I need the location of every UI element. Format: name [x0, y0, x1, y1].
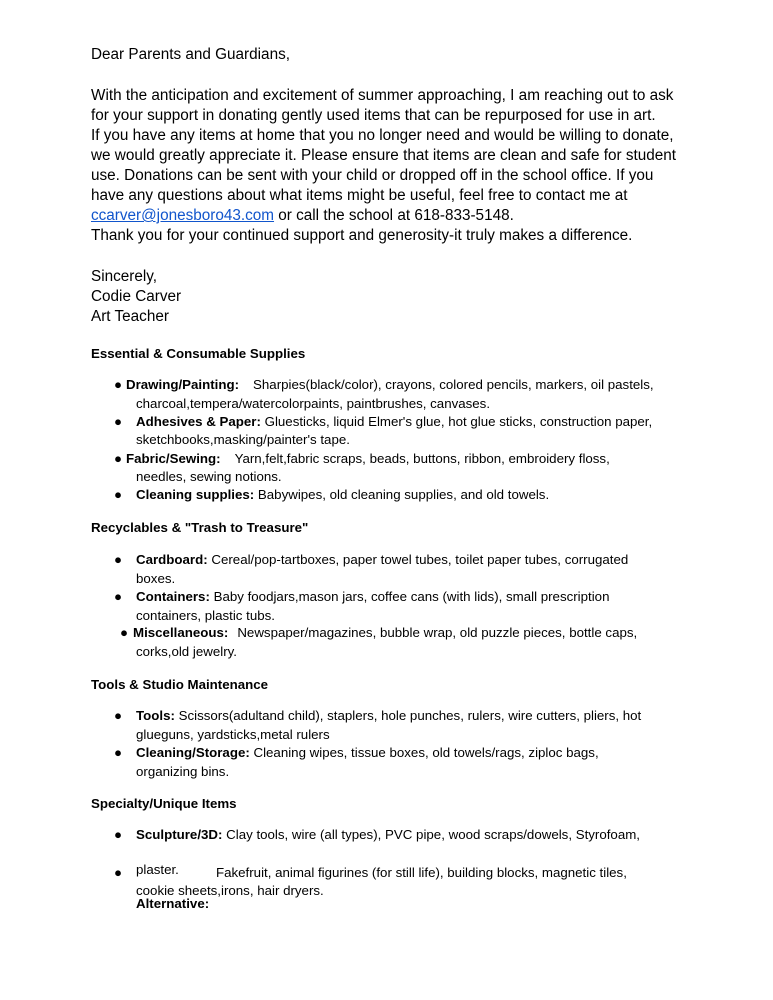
item-continuation: containers, plastic tubs.	[136, 608, 275, 623]
item-text: Gluesticks, liquid Elmer's glue, hot glue sticks, construction paper,	[264, 414, 653, 429]
item-plaster: plaster.	[136, 862, 179, 877]
bullet: ●	[120, 625, 129, 640]
signature-name: Codie Carver	[91, 288, 182, 305]
item-label: Containers:	[136, 589, 210, 604]
item-label: Sculpture/3D:	[136, 827, 223, 842]
letter-line-3: If you have any items at home that you no longer need and would be willing to donate,	[91, 127, 674, 144]
item-text: Fakefruit, animal figurines (for still life), building blocks, magnetic tiles,	[216, 865, 627, 880]
item-label: Tools:	[136, 708, 175, 723]
item-label: Fabric/Sewing:	[126, 451, 221, 466]
item-label: Miscellaneous:	[133, 625, 229, 640]
greeting: Dear Parents and Guardians,	[91, 46, 290, 63]
item-text: Sharpies(black/color), crayons, colored pencils, markers, oil pastels,	[253, 377, 654, 392]
item-continuation: needles, sewing notions.	[136, 469, 282, 484]
item-label: Adhesives & Paper:	[136, 414, 261, 429]
bullet: ●	[114, 451, 123, 466]
letter-line-6: have any questions about what items might be useful, feel free to contact me at	[91, 187, 628, 204]
bullet: ●	[114, 487, 123, 502]
item-label: Cleaning supplies:	[136, 487, 255, 502]
bullet: ●	[114, 708, 123, 723]
item-continuation: glueguns, yardsticks,metal rulers	[136, 727, 330, 742]
item-text: Baby foodjars,mason jars, coffee cans (with lids), small prescription	[213, 589, 610, 604]
item-text: Scissors(adultand child), staplers, hole punches, rulers, wire cutters, pliers, hot	[178, 708, 642, 723]
item-text: Newspaper/magazines, bubble wrap, old puzzle pieces, bottle caps,	[237, 625, 638, 640]
section-title-specialty: Specialty/Unique Items	[91, 796, 237, 811]
letter-line-1: With the anticipation and excitement of summer approaching, I am reaching out to ask	[91, 87, 674, 104]
bullet: ●	[114, 414, 123, 429]
item-continuation: organizing bins.	[136, 764, 230, 779]
section-title-recyclables: Recyclables & "Trash to Treasure"	[91, 520, 309, 535]
item-label: Cleaning/Storage:	[136, 745, 250, 760]
letter-line-4: we would greatly appreciate it. Please ensure that items are clean and safe for student	[91, 147, 677, 164]
item-continuation: boxes.	[136, 571, 176, 586]
list-item	[136, 826, 640, 845]
list-item	[136, 551, 628, 570]
item-label: Drawing/Painting:	[126, 377, 240, 392]
item-text: Yarn,felt,fabric scraps, beads, buttons, ribbon, embroidery floss,	[234, 451, 610, 466]
thanks-line: Thank you for your continued support and generosity-it truly makes a difference.	[91, 227, 633, 244]
list-item	[136, 413, 652, 432]
item-text: Cereal/pop-tartboxes, paper towel tubes, toilet paper tubes, corrugated	[211, 552, 629, 567]
closing: Sincerely,	[91, 268, 158, 285]
item-continuation: corks,old jewelry.	[136, 644, 237, 659]
section-title-essential: Essential & Consumable Supplies	[91, 346, 306, 361]
signature-role: Art Teacher	[91, 308, 169, 325]
item-continuation: charcoal,tempera/watercolorpaints, paintbrushes, canvases.	[136, 396, 491, 411]
item-label: Cardboard:	[136, 552, 208, 567]
bullet: ●	[114, 745, 123, 760]
contact-line	[91, 206, 514, 226]
list-item	[126, 376, 654, 395]
list-item	[136, 707, 641, 726]
list-item	[133, 624, 637, 643]
list-item	[136, 486, 549, 505]
bullet: ●	[114, 865, 123, 880]
list-item	[126, 450, 610, 469]
item-continuation: cookie sheets,irons, hair dryers.	[136, 883, 324, 898]
list-item	[136, 744, 599, 763]
section-title-tools: Tools & Studio Maintenance	[91, 677, 269, 692]
item-label: Alternative:	[136, 896, 210, 911]
phone-text: or call the school at 618-833-5148.	[274, 207, 514, 224]
item-text: Clay tools, wire (all types), PVC pipe, wood scraps/dowels, Styrofoam,	[226, 827, 640, 842]
letter-line-5: use. Donations can be sent with your child or dropped off in the school office. If you	[91, 167, 654, 184]
list-item	[136, 588, 609, 607]
item-continuation: sketchbooks,masking/painter's tape.	[136, 432, 350, 447]
bullet: ●	[114, 377, 123, 392]
item-text: Babywipes, old cleaning supplies, and old towels.	[257, 487, 550, 502]
email-link[interactable]: ccarver@jonesboro43.com	[91, 207, 275, 224]
letter-line-2: for your support in donating gently used items that can be repurposed for use in art.	[91, 107, 656, 124]
bullet: ●	[114, 552, 123, 567]
item-text: Cleaning wipes, tissue boxes, old towels/rags, ziploc bags,	[253, 745, 599, 760]
bullet: ●	[114, 827, 123, 842]
bullet: ●	[114, 589, 123, 604]
